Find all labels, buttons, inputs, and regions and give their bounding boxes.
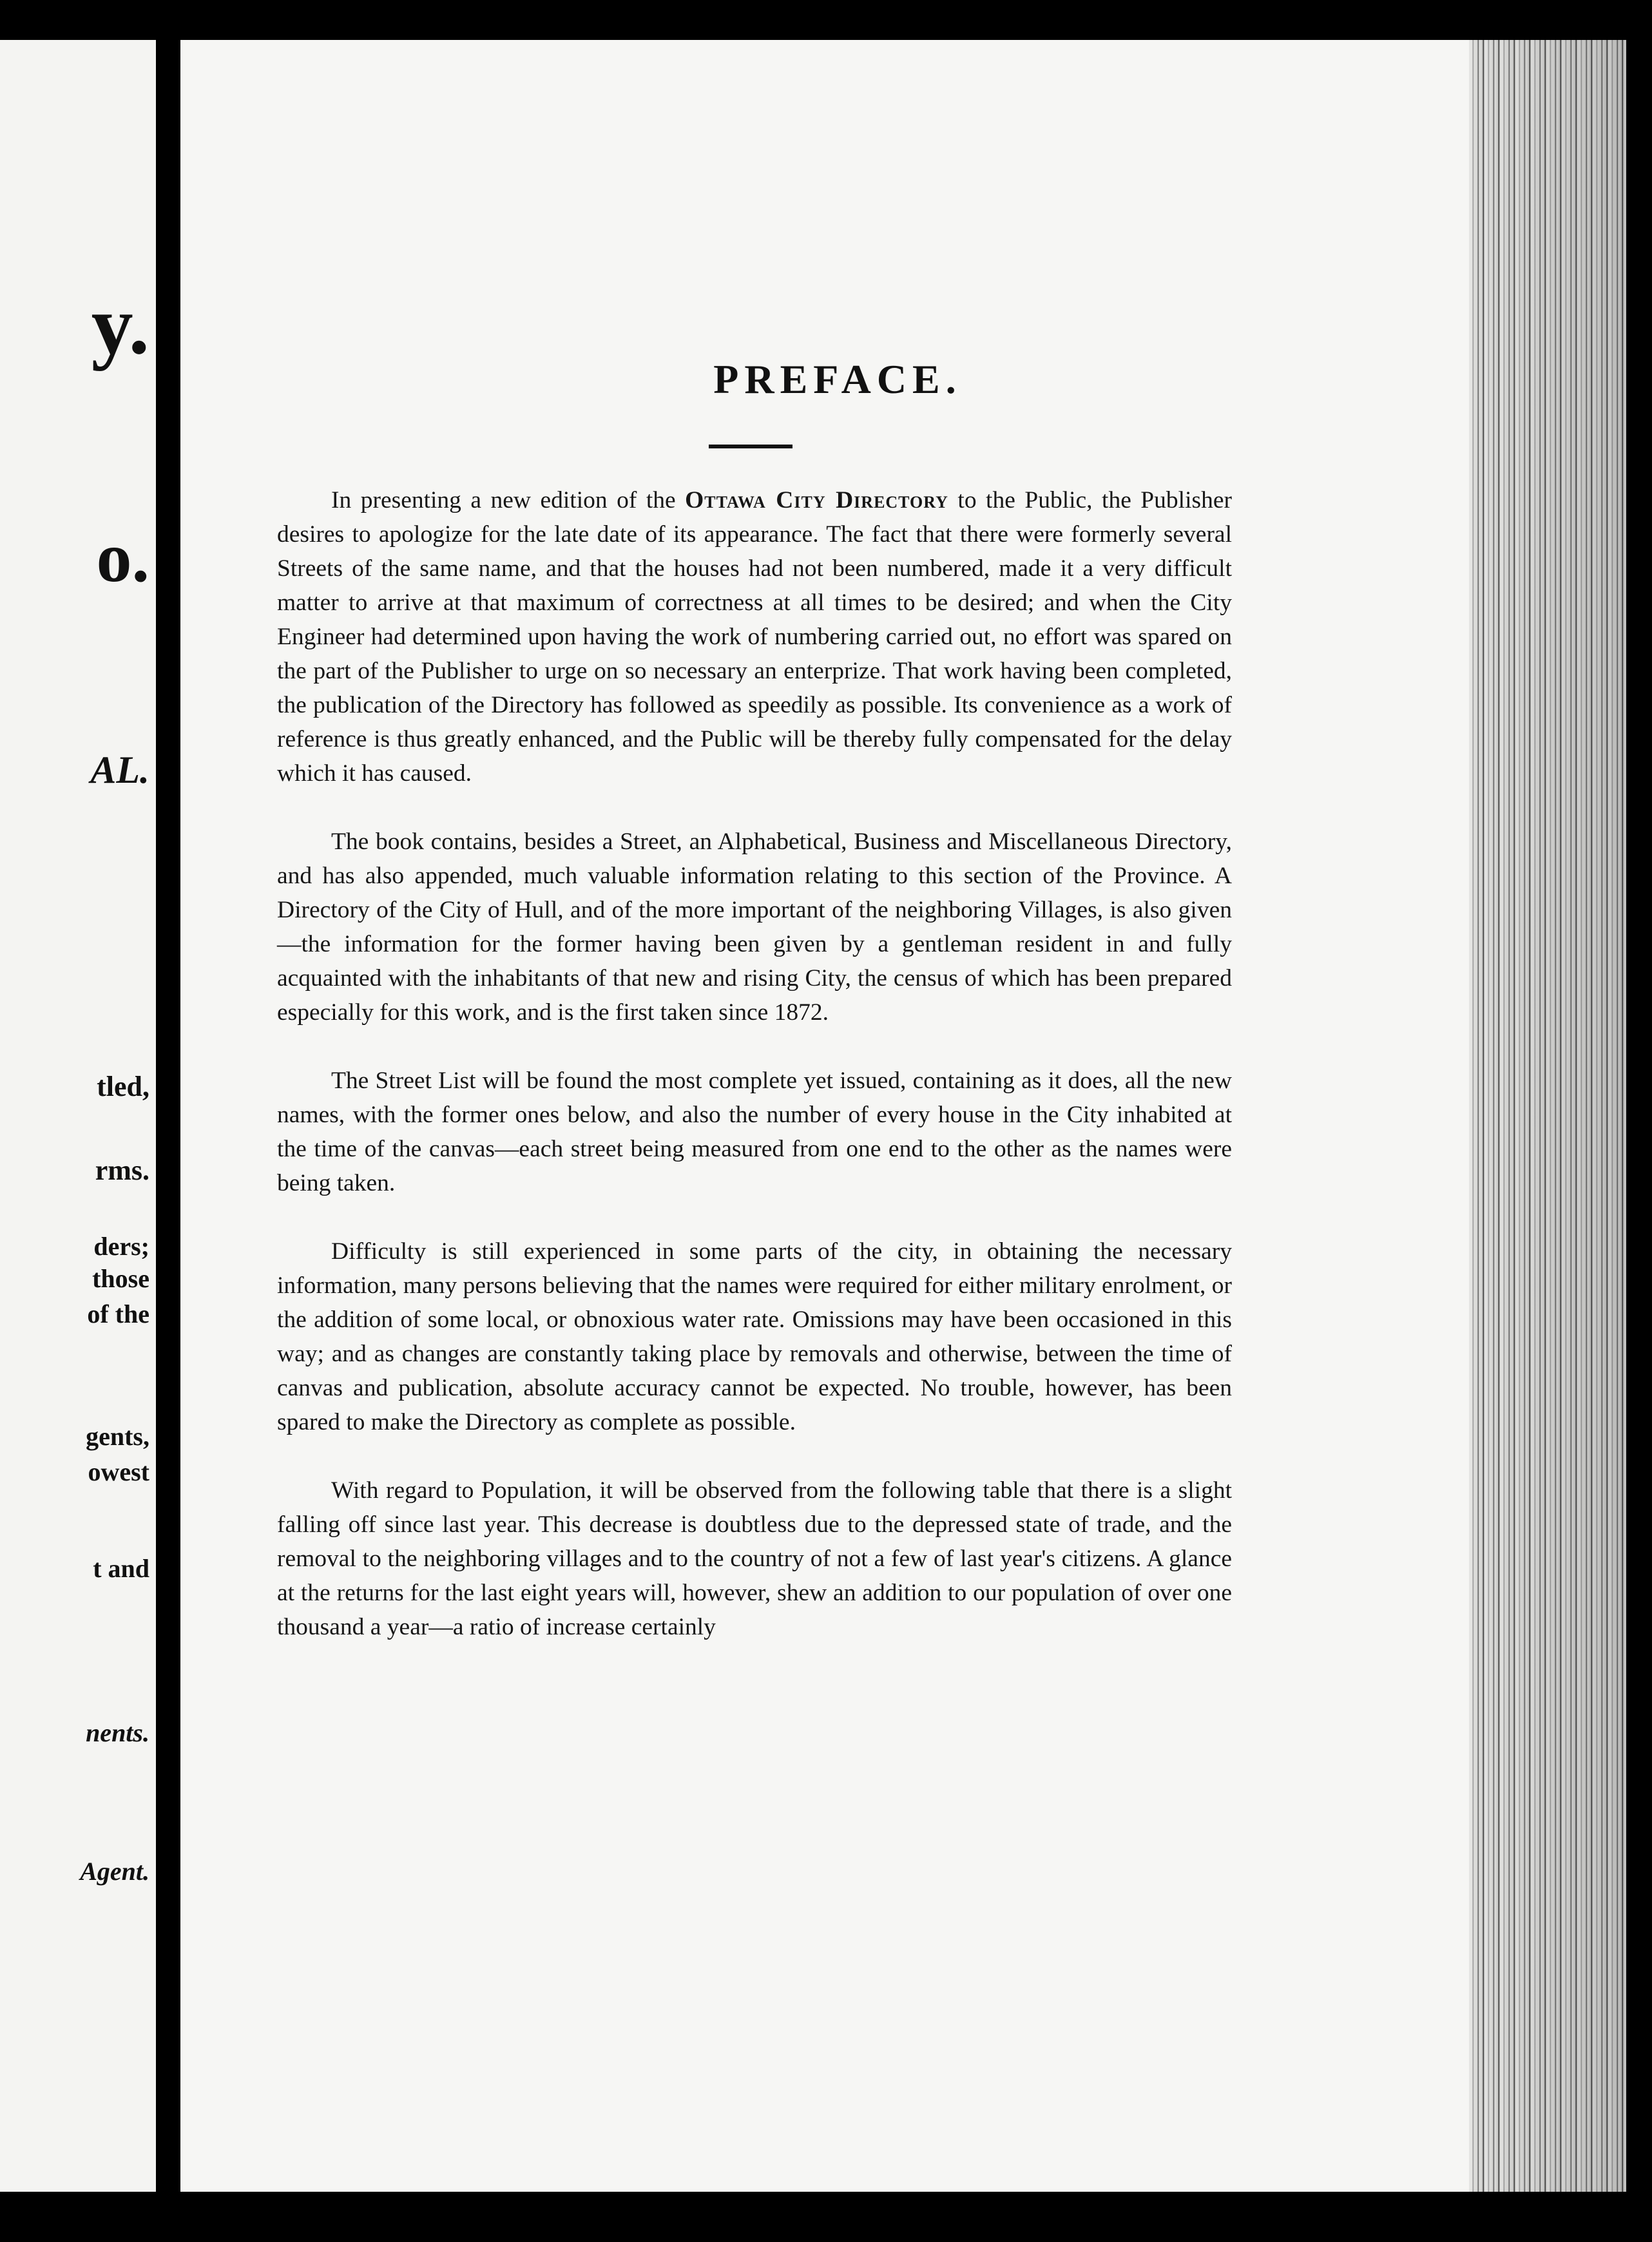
left-page-fragment: of the [87, 1299, 149, 1328]
left-page-fragment: o. [96, 518, 149, 597]
paragraph-text: Difficulty is still experienced in some parts of the city, in obtaining the necessary information, many persons believing that the names were required for either military enrolment, or the addition of some local, or obnoxious water rate. Omissions may have been occasioned in this way; and as changes are constantly taking place by removals and otherwise, between the time of canvas and publication, absolute accuracy cannot be expected. No trouble, however, has been spared to make the Directory as complete as possible. [277, 1238, 1232, 1435]
preface-paragraph [277, 1234, 1232, 1439]
paragraph-text: The book contains, besides a Street, an Alphabetical, Business and Miscellaneous Directory, and has also appended, much valuable information relating to this section of the Province. A Directory of the City of Hull, and of the more important of the neighboring Villages, is also given —the information for the former having been given by a gentleman resident in and fully acquainted with the inhabitants of that new and rising City, the census of which has been prepared especially for this work, and is the first taken since 1872. [277, 829, 1232, 1026]
title-rule [709, 445, 792, 448]
page-edges [1469, 40, 1626, 2192]
page-title: PREFACE. [713, 356, 962, 402]
left-page-fragment: rms. [95, 1155, 149, 1186]
directory-name: Ottawa City Directory [685, 487, 948, 513]
preface-page [180, 40, 1469, 2192]
left-page-fragment: AL. [90, 749, 149, 791]
left-page-fragment: Agent. [80, 1857, 149, 1886]
preface-paragraph [277, 1064, 1232, 1200]
left-page-fragment: y. [91, 279, 149, 372]
preface-body [277, 483, 1232, 1678]
left-page-fragment: tled, [97, 1071, 149, 1102]
left-page-fragment: nents. [86, 1718, 149, 1747]
preface-paragraph [277, 1473, 1232, 1644]
left-page-fragment: ders; [93, 1232, 149, 1261]
paragraph-text: The Street List will be found the most complete yet issued, containing as it does, all the new names, with the former ones below, and also the number of every house in the City inhabited at the time of the canvas—each street being measured from one end to the other as the names were being taken. [277, 1068, 1232, 1196]
preface-paragraph [277, 483, 1232, 790]
left-page-fragment: t and [93, 1554, 149, 1583]
facing-page-left [0, 40, 156, 2192]
paragraph-text: With regard to Population, it will be observed from the following table that there is a slight falling off since last year. This decrease is doubtless due to the depressed state of trade, and the removal to the neighboring villages and to the country of not a few of last year's citizens. A glance at the returns for the last eight years will, however, shew an addition to our population of over one thousand a year—a ratio of increase certainly [277, 1477, 1232, 1640]
left-page-fragment: owest [88, 1457, 149, 1486]
paragraph-text: to the Public, the Publisher desires to apologize for the late date of its appearance. The fact that there were formerly several Streets of the same name, and that the houses had not been numbered, made it a very difficult matter to arrive at that maximum of correctness at all times to be desired; and when the City Engineer had determined upon having the work of numbering carried out, no effort was spared on the part of the Publisher to urge on so necessary an enterprize. That work having been completed, the publication of the Directory has followed as speedily as possible. Its convenience as a work of reference is thus greatly enhanced, and the Public will be thereby fully compensated for the delay which it has caused. [277, 487, 1232, 787]
left-page-fragment: gents, [86, 1422, 149, 1451]
paragraph-text: In presenting a new edition of the [331, 487, 686, 513]
left-page-fragment: those [92, 1264, 149, 1293]
preface-paragraph [277, 825, 1232, 1030]
